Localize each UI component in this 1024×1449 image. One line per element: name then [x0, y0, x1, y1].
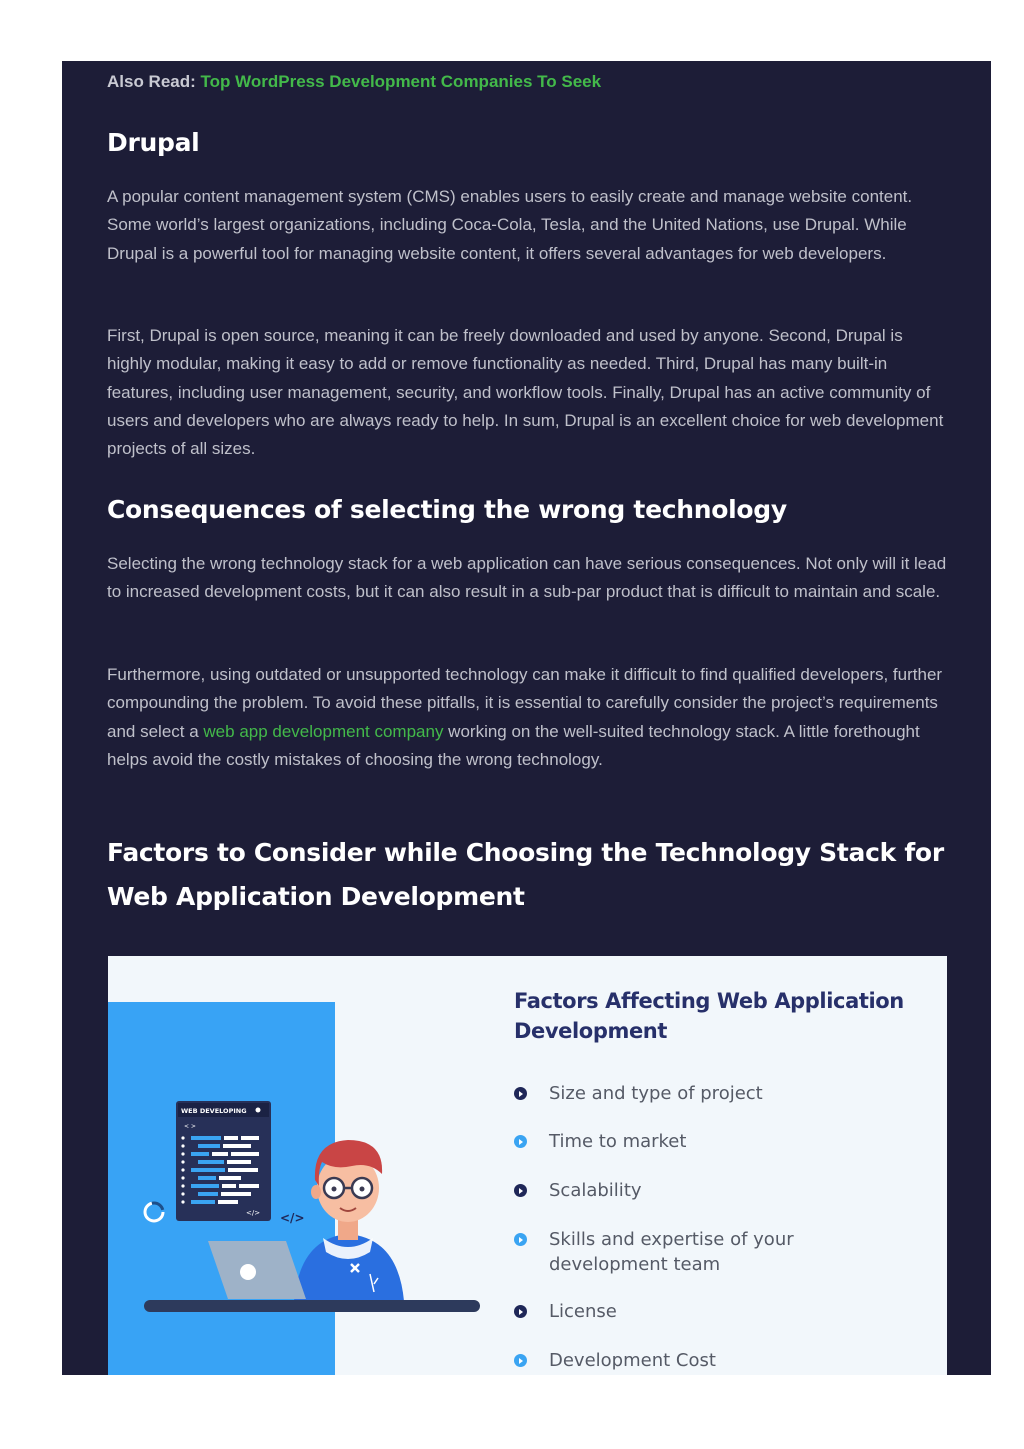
also-read: [107, 71, 947, 93]
bullet-arrow-icon: [514, 1305, 527, 1318]
also-read-prefix: Also Read:: [107, 72, 196, 91]
bullet-arrow-icon: [514, 1135, 527, 1148]
factor-item: [514, 1227, 914, 1279]
factors-heading: Factors to Consider while Choosing the Technology Stack for Web Application Development: [107, 838, 944, 911]
factor-label: Skills and expertise of your development team: [549, 1229, 794, 1275]
factor-label: Development Cost: [549, 1350, 716, 1371]
consequences-paragraph-2: [107, 661, 949, 774]
loading-ring-icon: [145, 1203, 163, 1221]
code-tag-icon: </>: [280, 1211, 305, 1225]
web-developing-screen-icon: [176, 1101, 271, 1221]
factors-infographic: [108, 956, 947, 1375]
drupal-heading: Drupal: [107, 128, 200, 157]
factor-item: [514, 1129, 914, 1159]
factor-item: [514, 1299, 914, 1329]
factor-label: License: [549, 1301, 617, 1322]
drupal-paragraph-2: First, Drupal is open source, meaning it can be freely downloaded and used by anyone. Second, Drupal is highly modular, making it easy to add or remove functionality as needed. Third, Drupal has many built-in features, including user management, security, and workflow tools. Finally, Drupal has an active community of users and developers who are always ready to help. In sum, Drupal is an excellent choice for web development projects of all sizes.: [107, 326, 944, 459]
factor-item: [514, 1178, 914, 1208]
factor-label: Time to market: [549, 1131, 687, 1152]
bullet-arrow-icon: [514, 1087, 527, 1100]
factor-item: [514, 1348, 914, 1375]
bullet-arrow-icon: [514, 1233, 527, 1246]
consequences-text-before: Furthermore, using outdated or unsupported technology can make it difficult to find qualified developers, further compounding the problem. To avoid these pitfalls, it is essential to carefully consider the project’s requirements and select a: [107, 665, 943, 741]
screen-label: WEB DEVELOPING: [181, 1107, 247, 1115]
consequences-text-after: working on the well-suited technology stack. A little forethought helps avoid the costly mistakes of choosing the wrong technology.: [107, 721, 920, 769]
developer-avatar: [294, 1140, 404, 1301]
factor-label: Size and type of project: [549, 1083, 763, 1104]
also-read-link[interactable]: Top WordPress Development Companies To Seek: [200, 72, 602, 91]
bullet-arrow-icon: [514, 1354, 527, 1367]
consequences-heading: Consequences of selecting the wrong technology: [107, 495, 787, 524]
bullet-arrow-icon: [514, 1184, 527, 1197]
consequences-paragraph-1: Selecting the wrong technology stack for a web application can have serious consequences. Not only will it lead to increased development costs, but it can also result in a sub-par product that is difficult to maintain and scale.: [107, 554, 947, 602]
web-app-company-link[interactable]: web app development company: [203, 721, 444, 741]
article-panel: [62, 61, 991, 1375]
developer-illustration: [108, 956, 508, 1375]
drupal-paragraph-1: A popular content management system (CMS) enables users to easily create and manage website content. Some world’s largest organizations, including Coca-Cola, Tesla, and the United Nations, use Drupal. While Drupal is a powerful tool for managing website content, it offers several advantages for web developers.: [107, 187, 913, 263]
factor-item: [514, 1081, 914, 1111]
screen-code-tag-bottom: </>: [246, 1209, 261, 1217]
infographic-title: Factors Affecting Web Application Development: [514, 989, 904, 1043]
factor-label: Scalability: [549, 1180, 642, 1201]
screen-code-tag: < >: [184, 1123, 196, 1130]
